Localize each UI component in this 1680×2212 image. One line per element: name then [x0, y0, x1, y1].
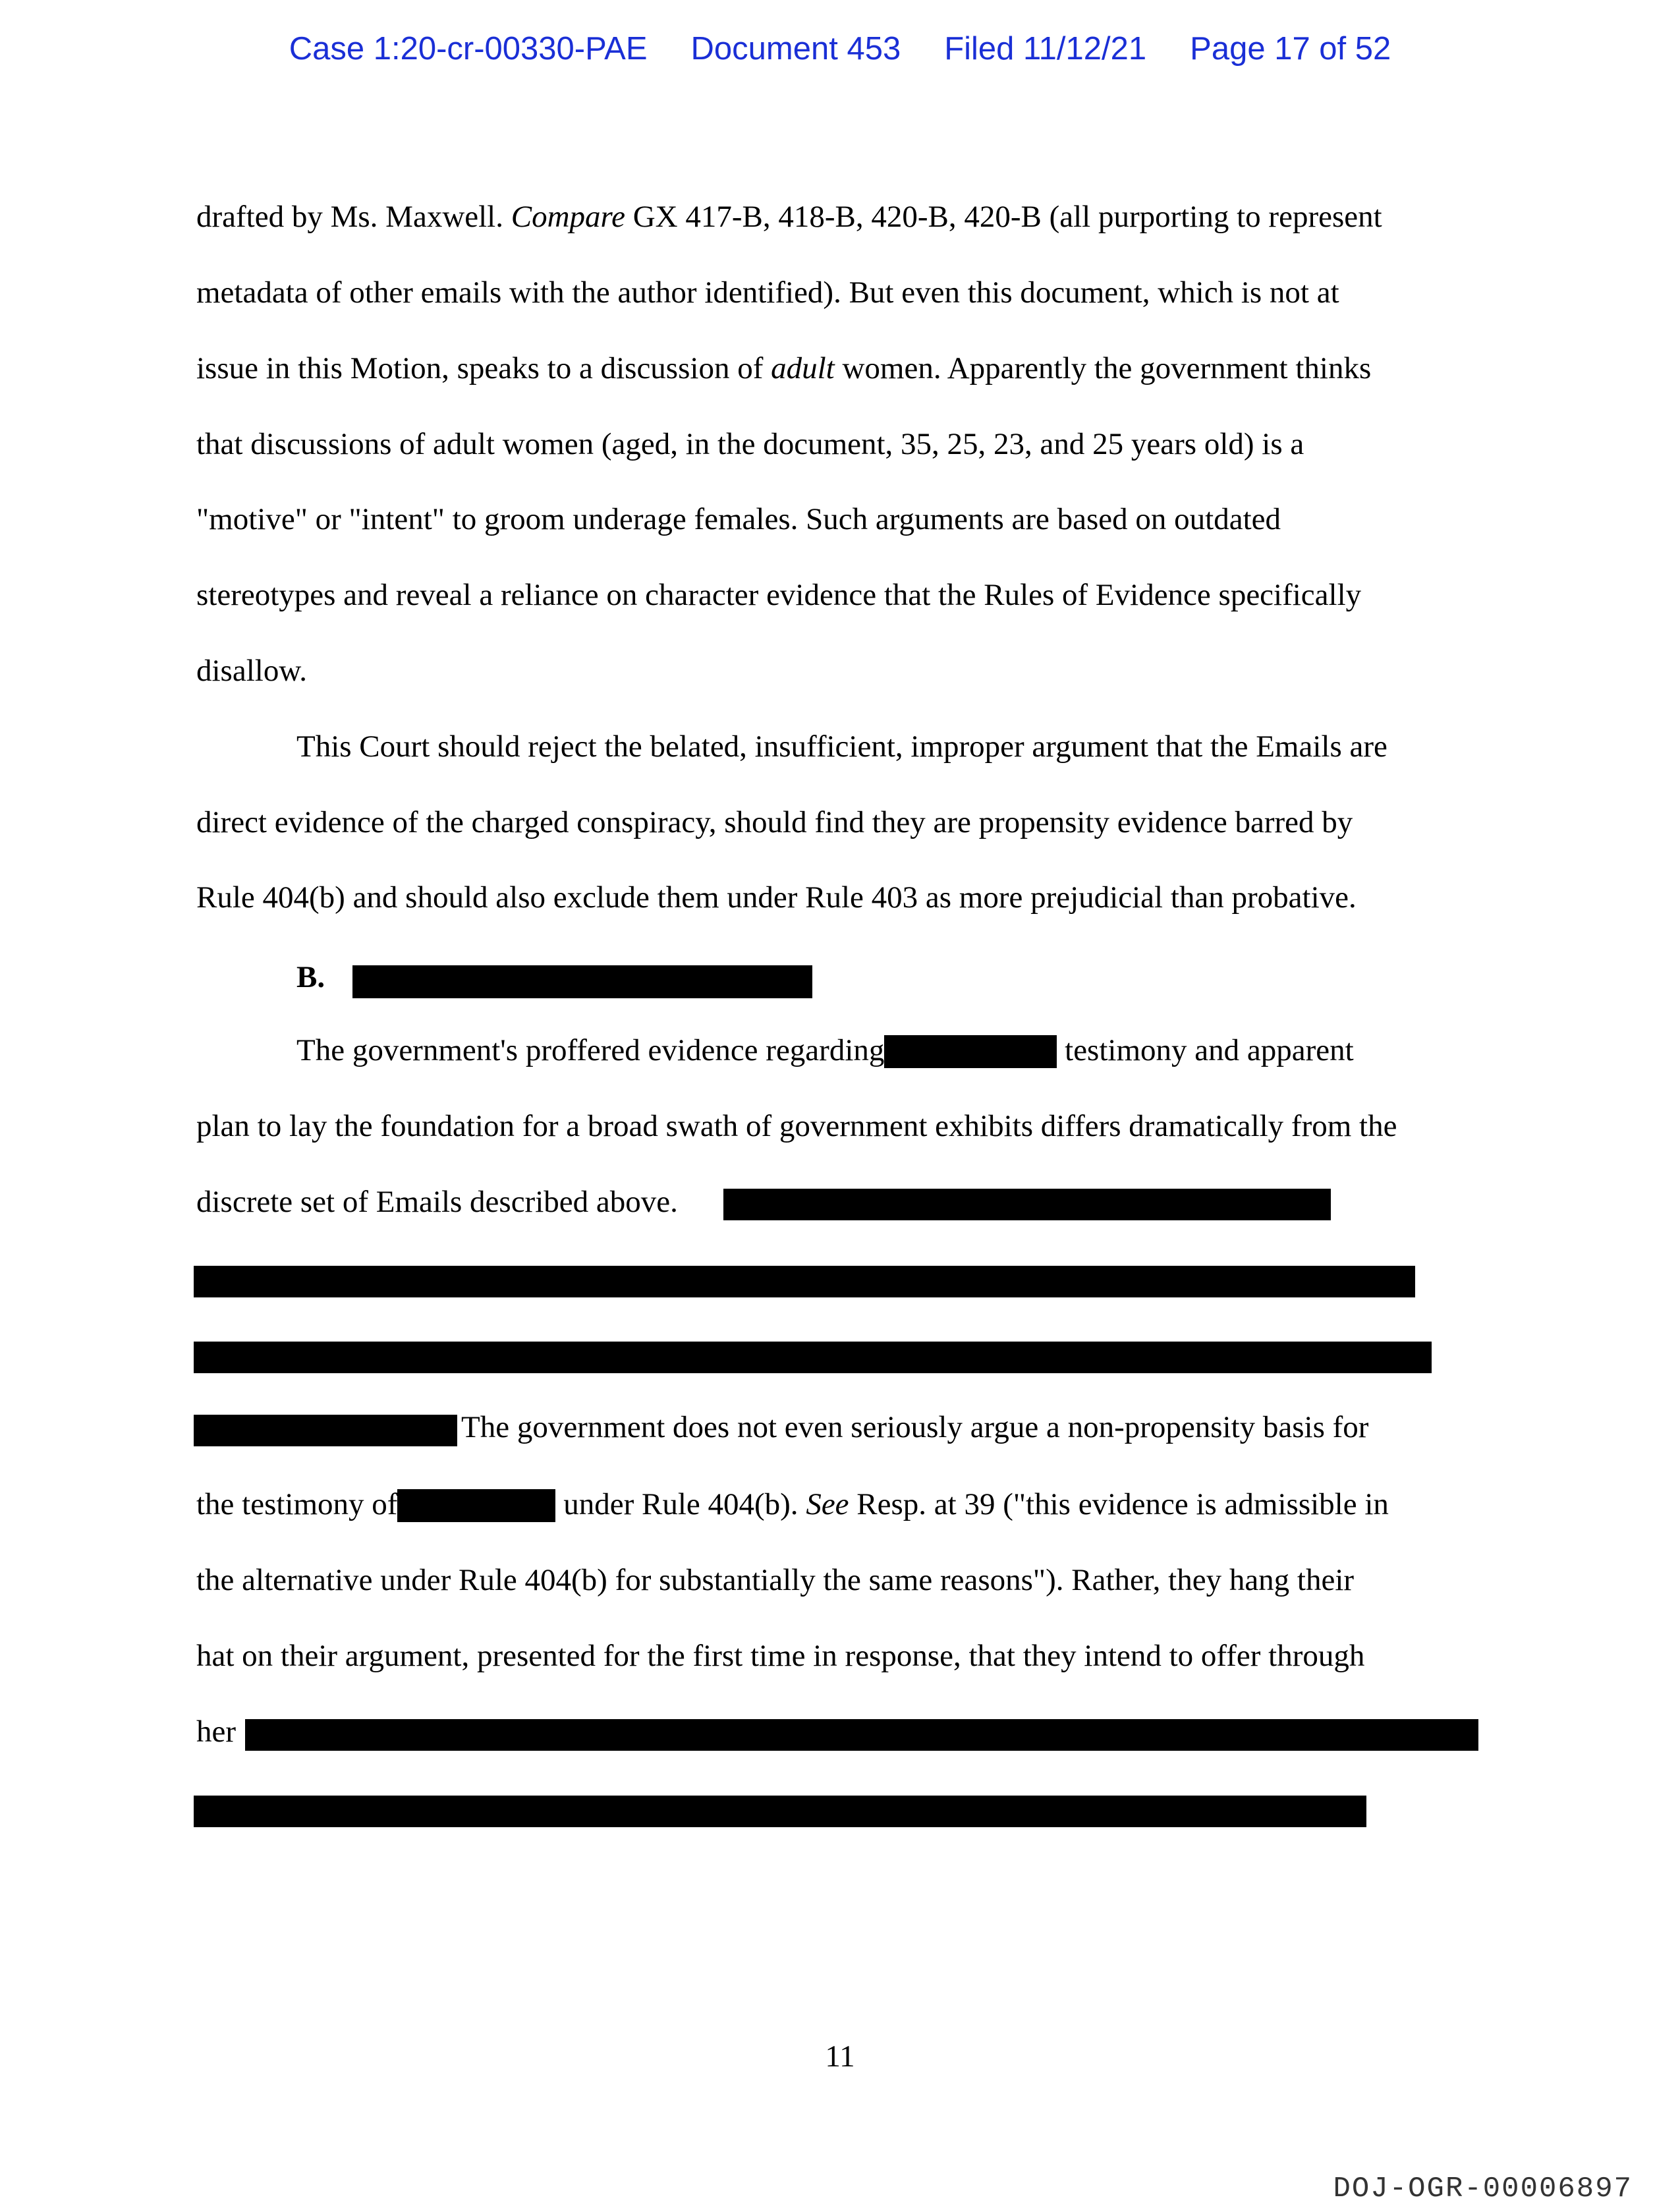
page-indicator: Page 17 of 52	[1190, 31, 1391, 67]
case-header	[0, 30, 1680, 67]
body-line-16: The government does not even seriously argue a non-propensity basis for	[461, 1410, 1369, 1444]
text-run: testimony and apparent	[1057, 1033, 1354, 1067]
body-line-12: plan to lay the foundation for a broad swath of government exhibits differs dramatically from the	[196, 1109, 1397, 1143]
body-line-7: disallow.	[196, 654, 307, 688]
redaction-inline	[397, 1489, 555, 1522]
case-number: Case 1:20-cr-00330-PAE	[289, 31, 648, 67]
section-heading-b: B.	[296, 960, 325, 994]
body-line-18: the alternative under Rule 404(b) for substantially the same reasons"). Rather, they hang their	[196, 1563, 1355, 1597]
body-line-10: Rule 404(b) and should also exclude them under Rule 403 as more prejudicial than probative.	[196, 880, 1357, 915]
body-line-2: metadata of other emails with the author identified). But even this document, which is not at	[196, 275, 1339, 310]
italic-citation-signal: Compare	[511, 200, 625, 234]
body-line-17	[196, 1489, 1389, 1522]
body-line-4: that discussions of adult women (aged, in the document, 35, 25, 23, and 25 years old) is a	[196, 427, 1304, 461]
text-run: drafted by Ms. Maxwell.	[196, 200, 511, 234]
text-run: Resp. at 39 ("this evidence is admissible in	[849, 1487, 1389, 1521]
body-line-8: This Court should reject the belated, insufficient, improper argument that the Emails are	[296, 729, 1387, 764]
body-line-5: "motive" or "intent" to groom underage females. Such arguments are based on outdated	[196, 502, 1281, 536]
body-line-20: her	[196, 1715, 237, 1749]
redaction-inline	[884, 1035, 1057, 1068]
redaction-block	[194, 1266, 1415, 1297]
bates-number: DOJ-OGR-00006897	[1333, 2172, 1633, 2205]
italic-citation-signal: See	[806, 1487, 849, 1521]
body-line-9: direct evidence of the charged conspiracy, should find they are propensity evidence barred by	[196, 805, 1353, 839]
text-run: under Rule 404(b).	[555, 1487, 806, 1521]
body-line-19: hat on their argument, presented for the first time in response, that they intend to offer through	[196, 1639, 1365, 1673]
redaction-block	[194, 1796, 1366, 1827]
text-run: women. Apparently the government thinks	[834, 351, 1372, 385]
italic-emphasis: adult	[771, 351, 835, 385]
text-run: GX 417-B, 418-B, 420-B, 420-B (all purporting to represent	[625, 200, 1382, 234]
redaction-block	[245, 1719, 1478, 1751]
redaction-block	[723, 1189, 1331, 1220]
filed-date: Filed 11/12/21	[944, 31, 1147, 67]
redaction-heading	[352, 965, 812, 998]
text-run: the testimony of	[196, 1487, 398, 1521]
text-run: The government's proffered evidence regarding	[296, 1033, 885, 1067]
body-line-11	[296, 1035, 1354, 1068]
body-line-1	[196, 202, 1382, 233]
page-number: 11	[825, 2039, 855, 2074]
body-line-3	[196, 353, 1371, 384]
document-number: Document 453	[690, 31, 901, 67]
body-line-13: discrete set of Emails described above.	[196, 1185, 678, 1219]
redaction-block	[194, 1415, 457, 1446]
body-line-6: stereotypes and reveal a reliance on character evidence that the Rules of Evidence specifically	[196, 578, 1362, 612]
text-run: issue in this Motion, speaks to a discussion of	[196, 351, 771, 385]
redaction-block	[194, 1342, 1432, 1373]
